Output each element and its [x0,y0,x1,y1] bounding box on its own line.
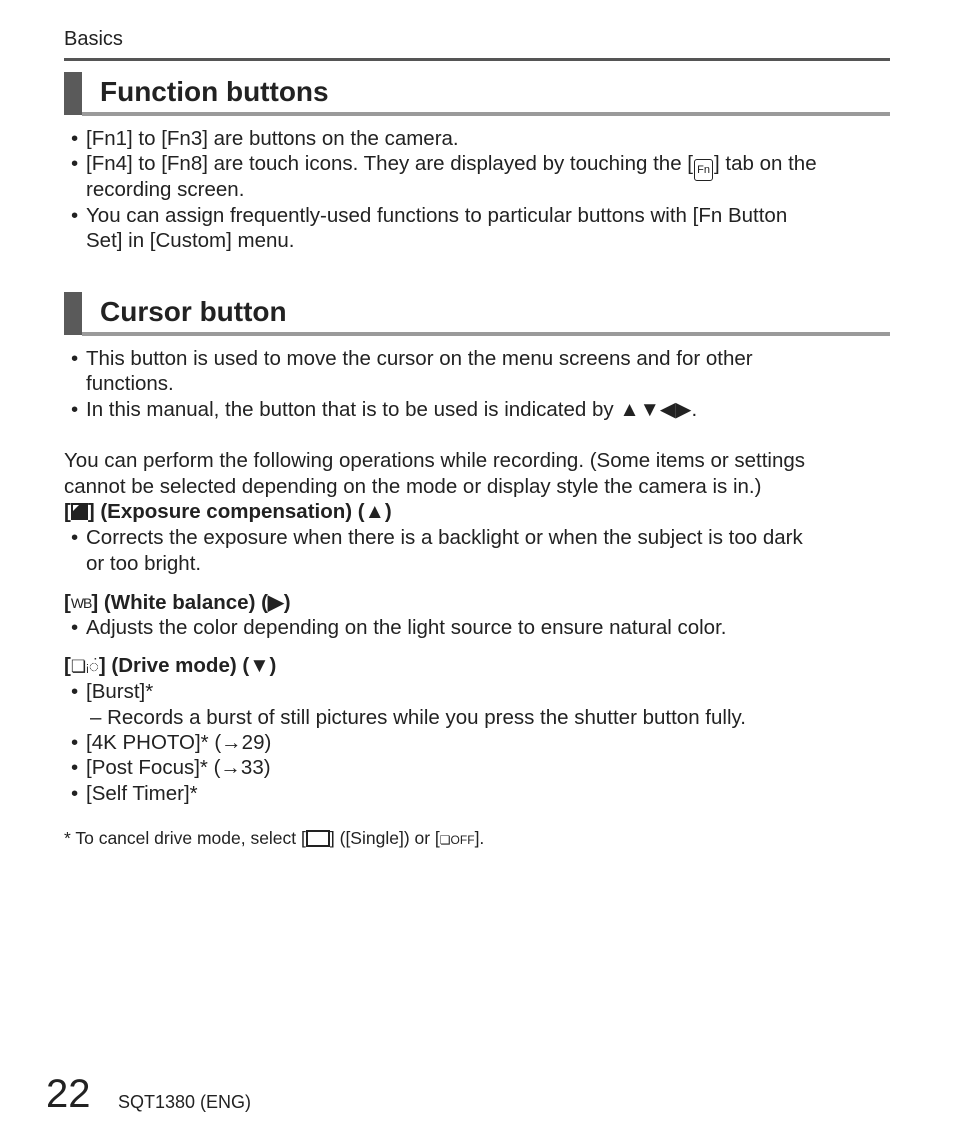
heading-title: Cursor button [100,296,287,327]
document-code: SQT1380 (ENG) [118,1092,252,1112]
exposure-bullet: • Corrects the exposure when there is a backlight or when the subject is too dark [71,526,803,549]
drive-mode-heading: [❏ᵢ◌̇] (Drive mode) (▼) [64,654,277,677]
white-balance-icon: WB [70,595,92,611]
fn-bullet-1: • [Fn1] to [Fn3] are buttons on the camera. [71,127,459,150]
footnote: * To cancel drive mode, select [ ] ([Single]) or [❏OFF]. [64,828,485,848]
heading-rule [82,332,890,336]
fn-bullet-3-cont: Set] in [Custom] menu. [86,229,295,252]
exposure-heading: [ ] (Exposure compensation) (▲) [64,500,392,523]
fn-tab-icon: Fn [694,159,713,181]
fn-bullet-3: • You can assign frequently-used functions to particular buttons with [Fn Button [71,204,788,227]
section-label: Basics [64,28,123,50]
intro-text-2: cannot be selected depending on the mode or display style the camera is in.) [64,475,762,498]
drive-burst-desc: – Records a burst of still pictures while you press the shutter button fully. [90,706,746,729]
white-balance-bullet: • Adjusts the color depending on the light source to ensure natural color. [71,616,727,639]
drive-self-timer: • [Self Timer]* [71,782,198,805]
drive-mode-icon: ❏ᵢ◌̇ [70,657,99,676]
cursor-bullet-1-cont: functions. [86,372,174,395]
white-balance-heading: [WB] (White balance) (▶) [64,591,291,614]
cursor-bullet-1: • This button is used to move the cursor on the menu screens and for other [71,347,753,370]
cursor-bullet-2: • In this manual, the button that is to be used is indicated by ▲▼◀▶. [71,398,698,421]
heading-bar [64,72,82,115]
top-rule [64,58,890,61]
heading-bar [64,292,82,335]
exposure-bullet-cont: or too bright. [86,552,202,575]
drive-post-focus: • [Post Focus]* (→33) [71,756,271,779]
function-buttons-heading [64,72,890,116]
fn-bullet-2-cont: recording screen. [86,178,245,201]
heading-rule [82,112,890,116]
heading-title: Function buttons [100,76,329,107]
exposure-icon [71,503,88,520]
drive-burst: • [Burst]* [71,680,154,703]
page-number: 22 [46,1072,91,1116]
drive-4k-photo: • [4K PHOTO]* (→29) [71,731,272,754]
single-mode-icon [306,830,330,847]
fn-bullet-2: • [Fn4] to [Fn8] are touch icons. They are displayed by touching the [ Fn ] tab on the [86,151,817,181]
drive-off-icon: ❏OFF [439,833,475,847]
intro-text-1: You can perform the following operations while recording. (Some items or settings [64,449,806,472]
cursor-button-heading [64,292,890,336]
